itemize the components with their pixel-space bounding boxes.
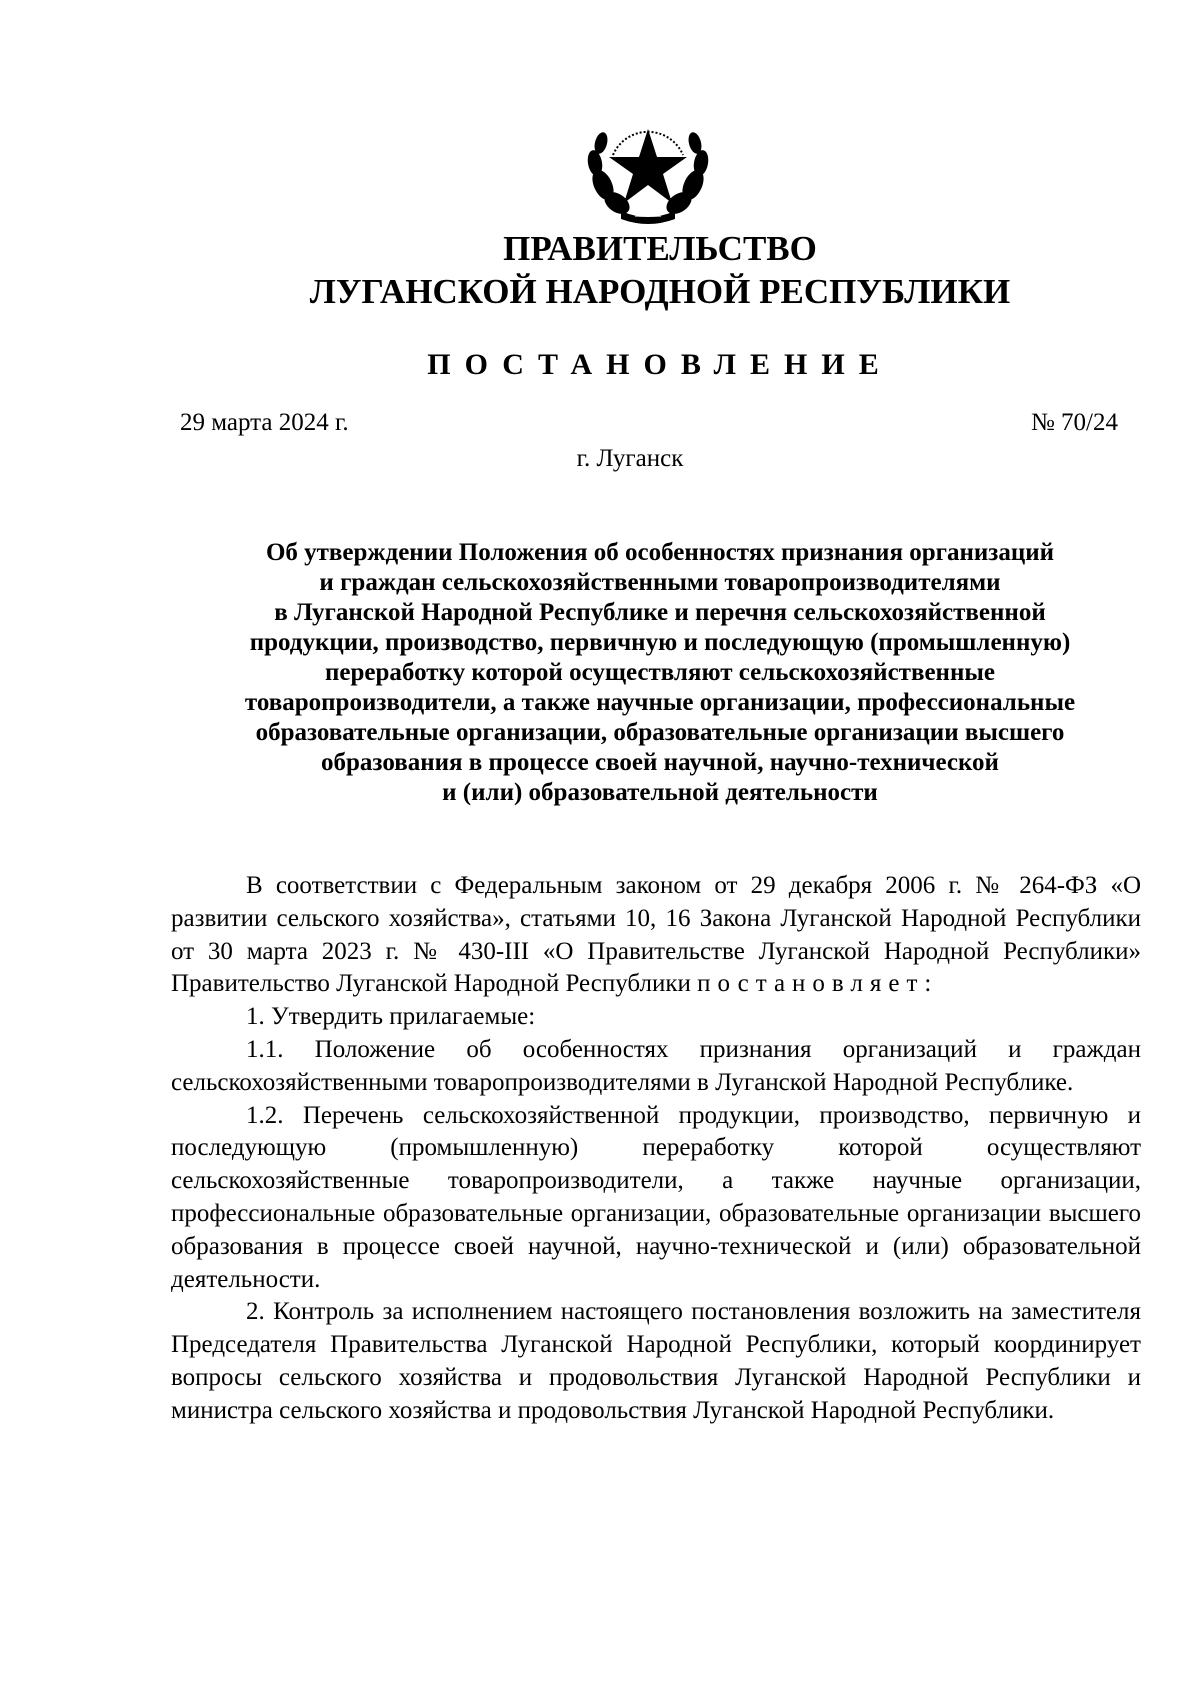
document-date: 29 марта 2024 г.: [180, 409, 349, 436]
preamble-paragraph: [171, 870, 1141, 1001]
org-name-line1: ПРАВИТЕЛЬСТВО: [503, 229, 817, 268]
subject-line: переработку которой осуществляют сельскохозяйственные: [325, 659, 995, 686]
subject-line: в Луганской Народной Республике и перечня сельскохозяйственной: [274, 599, 1046, 626]
org-name-line2: ЛУГАНСКОЙ НАРОДНОЙ РЕСПУБЛИКИ: [309, 272, 1011, 311]
document-body: [171, 870, 1141, 1428]
subject-line: товаропроизводители, а также научные организации, профессиональные: [244, 689, 1076, 716]
subject-line: продукции, производство, первичную и последующую (промышленную): [249, 629, 1071, 656]
document-city: г. Луганск: [576, 445, 684, 472]
document-type: ПОСТАНОВЛЕНИЕ: [427, 348, 893, 381]
clause-1: 1. Утвердить прилагаемые:: [246, 1003, 536, 1031]
clause-1-1: 1.1. Положение об особенностях признания организаций и граждан сельскохозяйственными товаропроизводителями в Луганской Народной Республике.: [171, 1035, 1141, 1096]
subject-line: и (или) образовательной деятельности: [442, 779, 878, 806]
document-subject: [180, 538, 1140, 808]
subject-line: и граждан сельскохозяйственными товаропроизводителями: [319, 569, 1001, 596]
preamble-text: В соответствии с Федеральным законом от 29 декабря 2006 г. № 264-ФЗ «О развитии сельского хозяйства», статьями 10, 16 Закона Луганской Народной Республики от 30 марта 2023 г. № 430-III «О Правительстве Луганской Народной Республики» Правительство Луганской Народной Республики: [171, 872, 1141, 998]
subject-line: образования в процессе своей научной, научно-технической: [321, 749, 999, 776]
document-number: № 70/24: [1030, 409, 1118, 436]
clause-2: 2. Контроль за исполнением настоящего постановления возложить на заместителя Председателя Правительства Луганской Народной Республики, который координирует вопросы сельского хозяйства и продовольствия Луганской Народной Республики и министра сельского хозяйства и продовольствия Луганской Народной Республики.: [171, 1298, 1141, 1424]
resolves-text: постановляет:: [697, 970, 939, 998]
subject-line: образовательные организации, образовательные организации высшего: [255, 719, 1065, 746]
subject-line: Об утверждении Положения об особенностях признания организаций: [265, 539, 1055, 566]
clause-1-2: 1.2. Перечень сельскохозяйственной продукции, производство, первичную и последующую (промышленную) переработку которой осуществляют сельскохозяйственные товаропроизводители, а также научные организации, профессиональные образовательные организации, образовательные организации высшего образования в процессе своей научной, научно-технической и (или) образовательной деятельности.: [171, 1101, 1141, 1293]
lpr-coat-of-arms-icon: [583, 115, 713, 227]
